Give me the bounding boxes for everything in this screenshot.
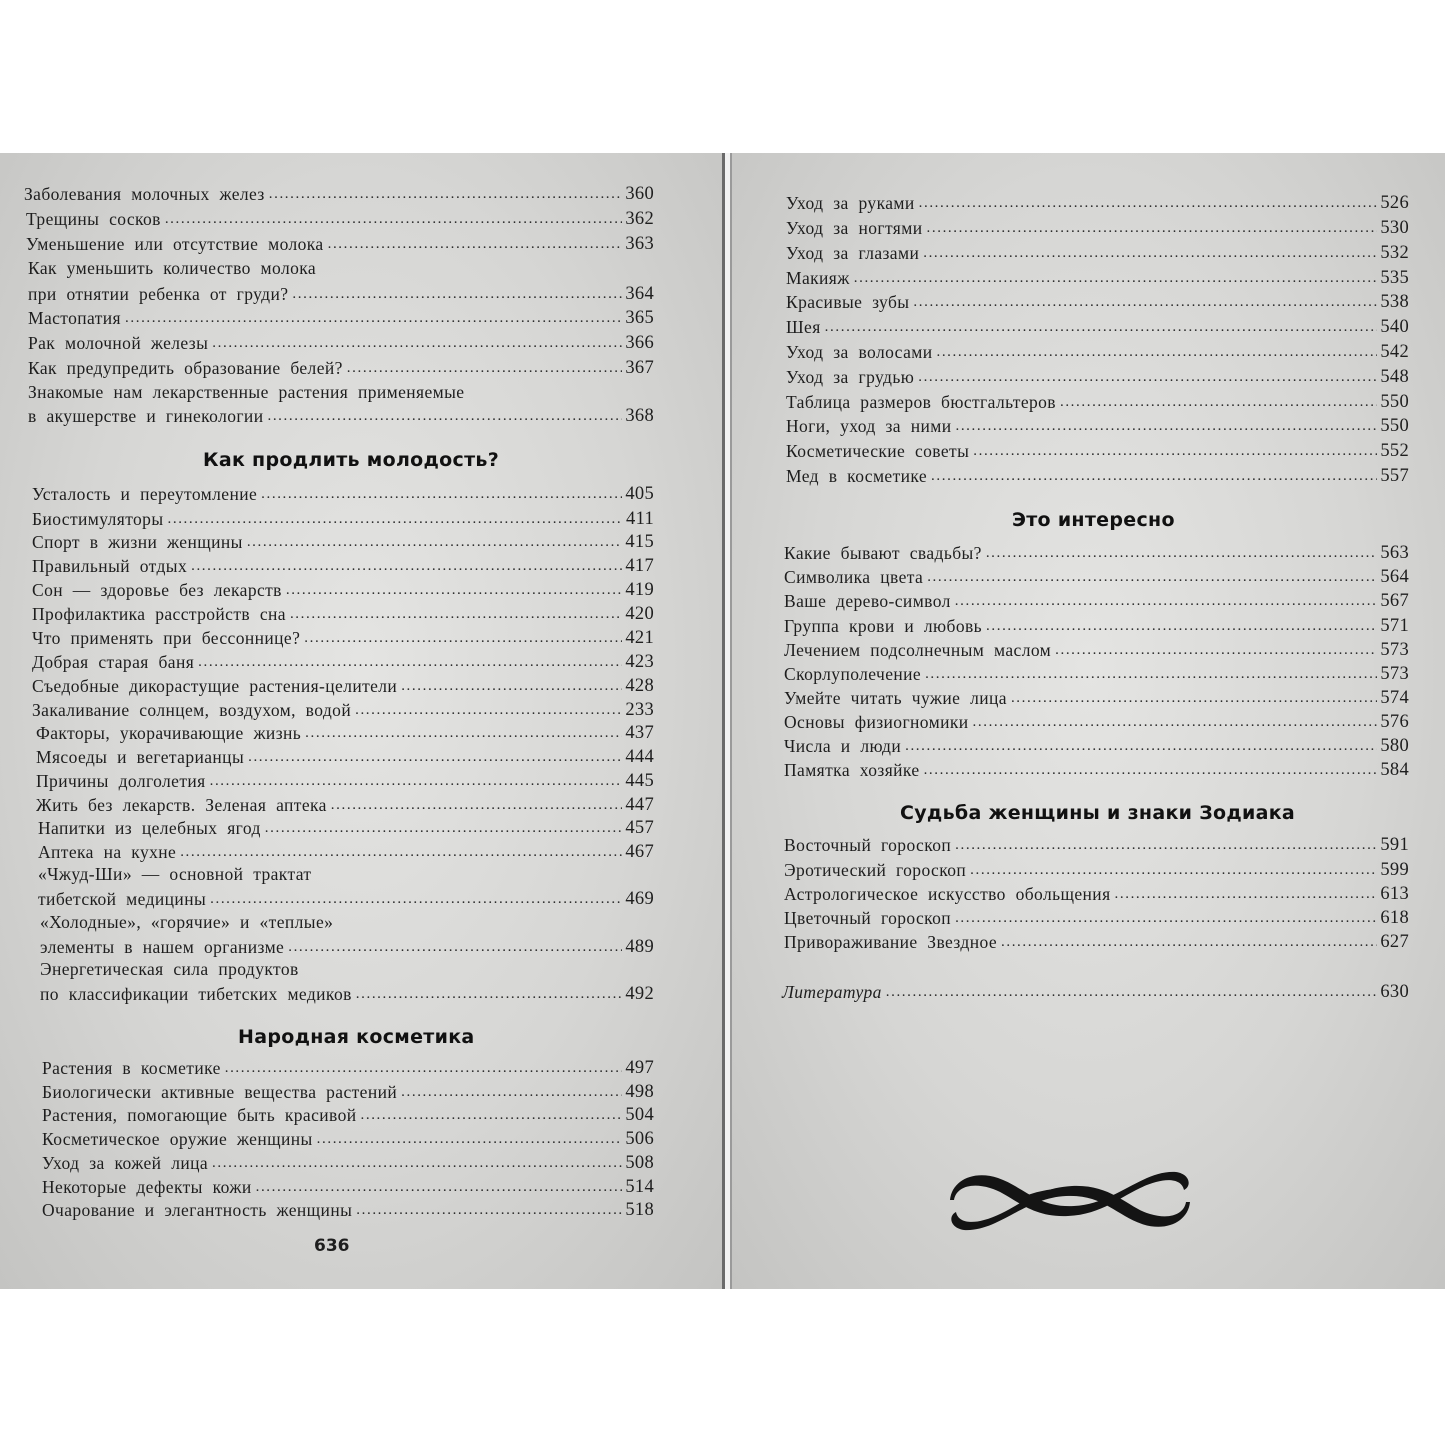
toc-entry: [42, 1150, 654, 1174]
page-number: 636: [314, 1236, 350, 1256]
entry-title: Литература: [782, 982, 882, 1002]
entry-page: 368: [625, 406, 654, 426]
right-page: [732, 153, 1445, 1289]
entry-page: 421: [625, 628, 654, 648]
toc-entry: [42, 1079, 654, 1103]
entry-title: Символика цвета: [784, 567, 924, 587]
toc-entry: [786, 215, 1409, 239]
entry-title: Косметическое оружие женщины: [42, 1129, 313, 1149]
entry-page: 415: [625, 532, 654, 552]
entry-page: 457: [625, 818, 654, 838]
entry-title: Спорт в жизни женщины: [32, 532, 243, 552]
toc-entry: [786, 339, 1409, 363]
toc-entry: [42, 1174, 654, 1198]
toc-entry: [786, 413, 1409, 437]
entry-page: 564: [1380, 567, 1409, 587]
entry-page: 467: [625, 842, 654, 862]
entry-page: 584: [1380, 760, 1409, 780]
toc-entry: [784, 661, 1409, 685]
entry-title: Астрологическое искусство обольщения: [784, 884, 1111, 904]
entry-title: Биостимуляторы: [32, 509, 164, 529]
toc-entry: [36, 720, 654, 744]
entry-page: 497: [625, 1058, 654, 1078]
toc-entry: [786, 463, 1409, 487]
entry-title: Уход за грудью: [786, 367, 915, 387]
entry-title: Эротический гороскоп: [784, 860, 967, 880]
toc-entry: [786, 265, 1409, 289]
entry-page: 423: [625, 652, 654, 672]
entry-title: Умейте читать чужие лица: [784, 688, 1007, 708]
entry-page: 518: [625, 1200, 654, 1220]
flourish-ornament-icon: [946, 1156, 1194, 1246]
entry-title: Шея: [786, 317, 821, 337]
entry-page: 447: [625, 795, 654, 815]
entry-title: Рак молочной железы: [28, 333, 209, 353]
toc-entry: [42, 1055, 654, 1079]
entry-page: 506: [625, 1129, 654, 1149]
toc-entry-literature: [782, 979, 1409, 1003]
entry-title: Макияж: [786, 268, 850, 288]
entry-title: тибетской медицины: [38, 889, 207, 909]
entry-title: Уменьшение или отсутствие молока: [26, 234, 324, 254]
entry-title: Некоторые дефекты кожи: [42, 1177, 252, 1197]
book-spread: [0, 153, 1445, 1289]
left-page: [0, 153, 722, 1289]
toc-entry: [784, 564, 1409, 588]
entry-page: 233: [625, 700, 654, 720]
entry-title: Ноги, уход за ними: [786, 416, 952, 436]
entry-page: 492: [625, 984, 654, 1004]
entry-page: 514: [625, 1177, 654, 1197]
entry-title: Напитки из целебных ягод: [38, 818, 261, 838]
entry-page: 538: [1380, 292, 1409, 312]
toc-entry: [784, 637, 1409, 661]
entry-page: 573: [1380, 640, 1409, 660]
entry-title: Мед в косметике: [786, 466, 928, 486]
toc-entry: [32, 529, 654, 553]
entry-page: 613: [1380, 884, 1409, 904]
entry-page: 411: [626, 509, 654, 529]
entry-page: 548: [1380, 367, 1409, 387]
toc-entry: [784, 733, 1409, 757]
entry-title: Что применять при бессоннице?: [32, 628, 301, 648]
toc-entry: [784, 540, 1409, 564]
entry-page: 627: [1380, 932, 1409, 952]
toc-entry: [40, 934, 654, 958]
entry-page: 530: [1380, 218, 1409, 238]
toc-entry: [42, 1197, 654, 1221]
entry-title: Уход за глазами: [786, 243, 920, 263]
toc-entry: [28, 355, 654, 379]
entry-page: 557: [1380, 466, 1409, 486]
section-heading: Народная косметика: [238, 1026, 475, 1048]
entry-page: 504: [625, 1105, 654, 1125]
toc-entry: [784, 588, 1409, 612]
entry-page: 630: [1380, 982, 1409, 1002]
entry-title: Биологически активные вещества растений: [42, 1082, 398, 1102]
toc-entry: [786, 289, 1409, 313]
entry-page: 498: [625, 1082, 654, 1102]
entry-page: 444: [625, 747, 654, 767]
toc-entry: [786, 240, 1409, 264]
entry-page: 599: [1380, 860, 1409, 880]
entry-title: Трещины сосков: [26, 209, 161, 229]
toc-entry: [26, 206, 654, 230]
toc-entry: [32, 506, 654, 530]
entry-page: 580: [1380, 736, 1409, 756]
entry-page: 419: [625, 580, 654, 600]
entry-title: Косметические советы: [786, 441, 970, 461]
entry-page: 363: [625, 234, 654, 254]
entry-page: 445: [625, 771, 654, 791]
entry-page: 574: [1380, 688, 1409, 708]
entry-page: 367: [625, 358, 654, 378]
entry-title: при отнятии ребенка от груди?: [28, 284, 289, 304]
entry-title-line1: Знакомые нам лекарственные растения применяемые: [28, 382, 465, 402]
toc-entry: [784, 857, 1409, 881]
entry-title: Основы физиогномики: [784, 712, 969, 732]
toc-entry: [784, 881, 1409, 905]
entry-page: 567: [1380, 591, 1409, 611]
toc-entry: [784, 709, 1409, 733]
book-gutter: [722, 153, 732, 1289]
entry-title: Красивые зубы: [786, 292, 910, 312]
section-heading: Это интересно: [1012, 509, 1175, 531]
entry-title: Растения в косметике: [42, 1058, 221, 1078]
entry-title: Очарование и элегантность женщины: [42, 1200, 353, 1220]
entry-page: 365: [625, 308, 654, 328]
toc-entry: [36, 744, 654, 768]
toc-entry: [38, 886, 654, 910]
entry-page: 360: [625, 184, 654, 204]
toc-entry: [784, 929, 1409, 953]
toc-entry: [28, 281, 654, 305]
toc-entry: [40, 981, 654, 1005]
entry-page: 366: [625, 333, 654, 353]
entry-title-line1: «Чжуд-Ши» — основной трактат: [38, 864, 312, 884]
entry-title: Лечением подсолнечным маслом: [784, 640, 1052, 660]
entry-title: Мастопатия: [28, 308, 122, 328]
entry-page: 540: [1380, 317, 1409, 337]
entry-title: Аптека на кухне: [38, 842, 177, 862]
section-heading: Судьба женщины и знаки Зодиака: [900, 802, 1296, 824]
toc-entry: [32, 601, 654, 625]
toc-entry: [786, 314, 1409, 338]
entry-title: Закаливание солнцем, воздухом, водой: [32, 700, 352, 720]
entry-title: Восточный гороскоп: [784, 835, 952, 855]
toc-entry: [32, 673, 654, 697]
entry-title: по классификации тибетских медиков: [40, 984, 352, 1004]
entry-title: Числа и люди: [784, 736, 902, 756]
entry-page: 437: [625, 723, 654, 743]
entry-title: Какие бывают свадьбы?: [784, 543, 982, 563]
entry-page: 362: [625, 209, 654, 229]
toc-entry: [38, 815, 654, 839]
entry-title: Жить без лекарств. Зеленая аптека: [36, 795, 327, 815]
toc-entry: [786, 364, 1409, 388]
entry-title: Усталость и переутомление: [32, 484, 258, 504]
entry-title-line1: Энергетическая сила продуктов: [40, 959, 299, 979]
entry-page: 576: [1380, 712, 1409, 732]
entry-title: элементы в нашем организме: [40, 937, 285, 957]
entry-page: 489: [625, 937, 654, 957]
toc-entry: [36, 768, 654, 792]
entry-page: 417: [625, 556, 654, 576]
section-heading: Как продлить молодость?: [203, 449, 500, 471]
entry-page: 532: [1380, 243, 1409, 263]
entry-page: 591: [1380, 835, 1409, 855]
toc-entry: [38, 839, 654, 863]
entry-title: Факторы, укорачивающие жизнь: [36, 723, 302, 743]
entry-title: Ваше дерево-символ: [784, 591, 951, 611]
entry-page: 550: [1380, 392, 1409, 412]
toc-entry: [42, 1126, 654, 1150]
entry-title: Группа крови и любовь: [784, 616, 983, 636]
entry-page: 364: [625, 284, 654, 304]
entry-title: Сон — здоровье без лекарств: [32, 580, 282, 600]
toc-entry: [32, 625, 654, 649]
entry-page: 573: [1380, 664, 1409, 684]
entry-page: 526: [1380, 193, 1409, 213]
entry-page: 420: [625, 604, 654, 624]
entry-page: 469: [625, 889, 654, 909]
entry-title: в акушерстве и гинекологии: [28, 406, 264, 426]
entry-title: Съедобные дикорастущие растения-целители: [32, 676, 398, 696]
entry-page: 535: [1380, 268, 1409, 288]
entry-page: 552: [1380, 441, 1409, 461]
entry-title: Памятка хозяйке: [784, 760, 920, 780]
toc-entry: [32, 553, 654, 577]
entry-title-line1: «Холодные», «горячие» и «теплые»: [40, 912, 334, 932]
entry-page: 550: [1380, 416, 1409, 436]
toc-entry: [784, 757, 1409, 781]
entry-title: Мясоеды и вегетарианцы: [36, 747, 245, 767]
entry-title: Заболевания молочных желез: [24, 184, 265, 204]
toc-entry: [32, 697, 654, 721]
entry-title: Причины долголетия: [36, 771, 206, 791]
toc-entry: [32, 649, 654, 673]
toc-entry: [784, 613, 1409, 637]
toc-entry: [28, 403, 654, 427]
entry-title: Таблица размеров бюстгальтеров: [786, 392, 1056, 412]
entry-page: 618: [1380, 908, 1409, 928]
toc-entry: [32, 481, 654, 505]
toc-entry: [28, 330, 654, 354]
entry-page: 428: [625, 676, 654, 696]
entry-title: Уход за руками: [786, 193, 915, 213]
entry-title: Уход за волосами: [786, 342, 933, 362]
toc-entry: [28, 305, 654, 329]
entry-title: Растения, помогающие быть красивой: [42, 1105, 357, 1125]
entry-title: Уход за ногтями: [786, 218, 923, 238]
entry-title-line1: Как уменьшить количество молока: [28, 258, 317, 278]
entry-page: 571: [1380, 616, 1409, 636]
entry-page: 508: [625, 1153, 654, 1173]
entry-title: Цветочный гороскоп: [784, 908, 952, 928]
entry-title: Добрая старая баня: [32, 652, 195, 672]
entry-title: Правильный отдых: [32, 556, 188, 576]
entry-page: 405: [625, 484, 654, 504]
toc-entry: [36, 792, 654, 816]
toc-entry: [42, 1102, 654, 1126]
entry-title: Привораживание Звездное: [784, 932, 997, 952]
toc-entry: [784, 905, 1409, 929]
entry-page: 542: [1380, 342, 1409, 362]
toc-entry: [786, 389, 1409, 413]
entry-title: Как предупредить образование белей?: [28, 358, 343, 378]
entry-page: 563: [1380, 543, 1409, 563]
toc-entry: [786, 438, 1409, 462]
toc-entry: [26, 231, 654, 255]
entry-title: Скорлуполечение: [784, 664, 922, 684]
toc-entry: [784, 685, 1409, 709]
entry-title: Профилактика расстройств сна: [32, 604, 286, 624]
toc-entry: [786, 190, 1409, 214]
entry-title: Уход за кожей лица: [42, 1153, 209, 1173]
toc-entry: [24, 181, 654, 205]
toc-entry: [784, 832, 1409, 856]
toc-entry: [32, 577, 654, 601]
